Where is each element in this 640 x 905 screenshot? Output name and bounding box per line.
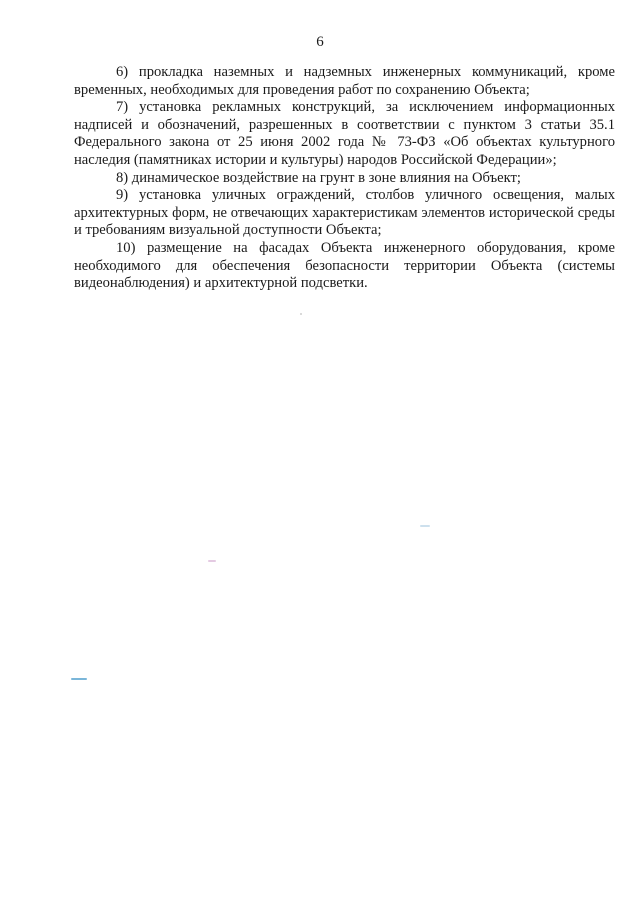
page-number: 6	[316, 34, 324, 50]
scan-artifact	[71, 678, 87, 680]
list-item-6: 6) прокладка наземных и надземных инженерных коммуникаций, кроме временных, необходимых для проведения работ по сохранению Объекта;	[74, 64, 615, 98]
scan-artifact	[420, 525, 430, 527]
list-item-7: 7) установка рекламных конструкций, за исключением информационных надписей и обозначений, разрешенных в соответствии с пунктом 3 статьи 35.1 Федерального закона от 25 июня 2002 года № 73-ФЗ «Об объектах культурного наследия (памятниках истории и культуры) народов Российской Федерации»;	[74, 99, 615, 168]
list-item-10: 10) размещение на фасадах Объекта инженерного оборудования, кроме необходимого для обеспечения безопасности территории Объекта (системы видеонаблюдения) и архитектурной подсветки.	[74, 239, 615, 292]
list-item-8: 8) динамическое воздействие на грунт в зоне влияния на Объект;	[116, 169, 521, 186]
list-item-9: 9) установка уличных ограждений, столбов уличного освещения, малых архитектурных форм, не отвечающих характеристикам элементов исторической среды и требованиям визуальной доступности Объекта;	[74, 187, 615, 239]
document-body	[74, 64, 615, 293]
scan-artifact	[300, 313, 302, 315]
scan-artifact	[208, 560, 216, 562]
